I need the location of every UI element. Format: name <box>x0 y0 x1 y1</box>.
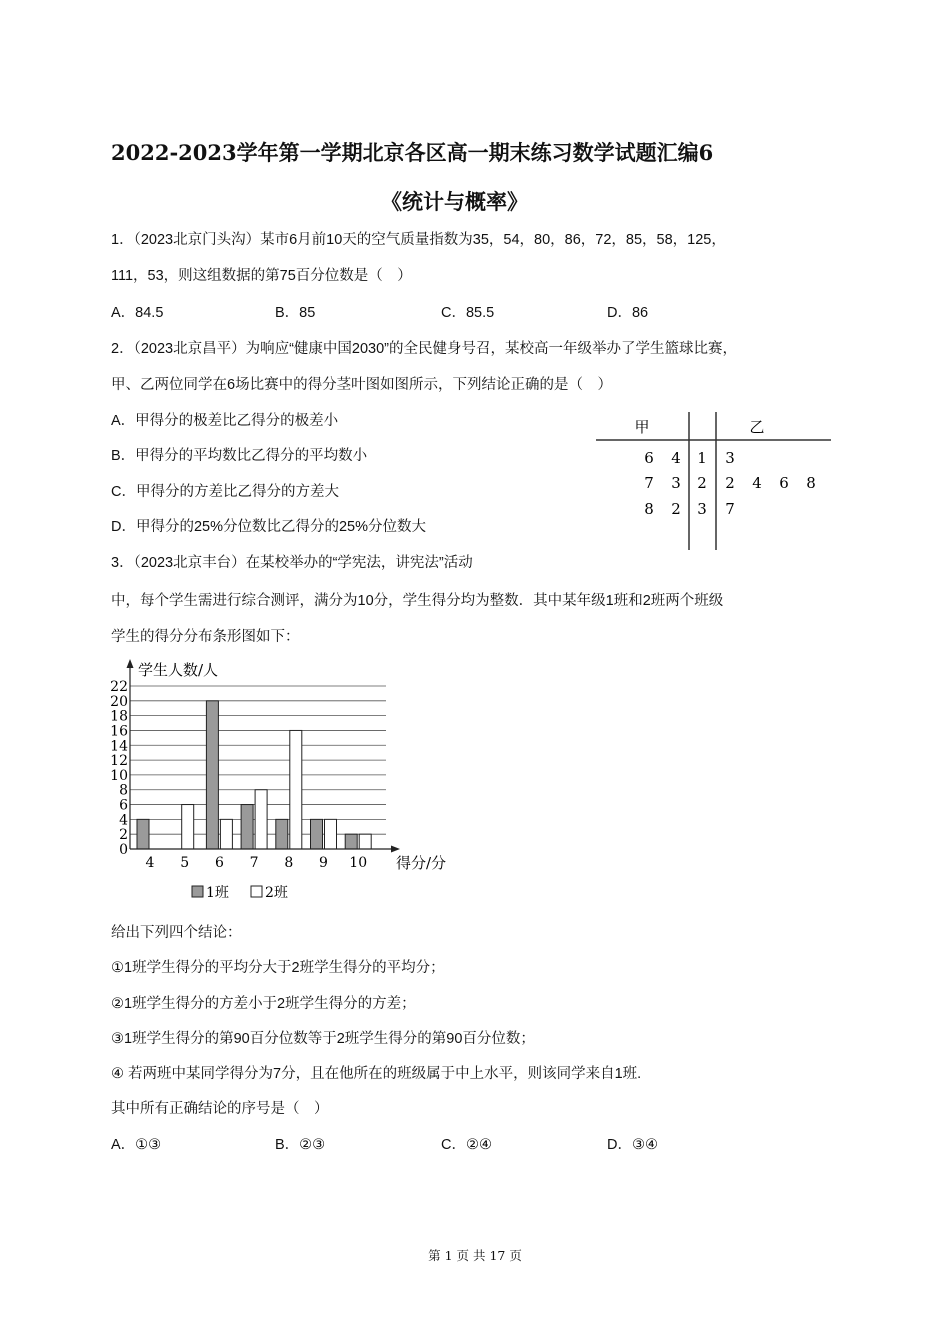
q3-option-b: B．②③ <box>275 1137 326 1153</box>
q2-option-c: C．甲得分的方差比乙得分的方差大 <box>111 484 339 500</box>
stem-leaf-header-jia: 甲 <box>634 418 650 436</box>
page-title: 2022-2023学年第一学期北京各区高一期末练习数学试题汇编6 <box>111 140 714 165</box>
x-tick-label: 9 <box>319 855 328 871</box>
leaf-right: 7 <box>725 500 735 518</box>
page-footer: 第 1 页 共 17 页 <box>428 1248 522 1263</box>
legend-label-class1: 1班 <box>206 885 229 901</box>
y-tick-label: 14 <box>110 738 128 755</box>
q3-stem-line3: 学生的得分分布条形图如下： <box>111 629 300 645</box>
bar-class1 <box>241 805 253 849</box>
bar-class1 <box>276 819 288 849</box>
q1-stem-line1: 1．（2023北京门头沟）某市6月前10天的空气质量指数为35，54，80，86，72，85，58，125， <box>111 232 726 248</box>
q3-conclusion-3: ③1班学生得分的第90百分位数等于2班学生得分的第90百分位数； <box>111 1031 535 1047</box>
y-tick-label: 20 <box>110 693 128 710</box>
stem-value: 1 <box>697 449 707 467</box>
q3-option-d: D．③④ <box>607 1137 658 1153</box>
q2-stem-line1: 2．（2023北京昌平）为响应“健康中国2030”的全民健身号召，某校高一年级举办了学生篮球比赛， <box>111 341 737 357</box>
y-tick-label: 18 <box>110 708 128 725</box>
y-tick-label: 0 <box>119 842 128 858</box>
y-tick-label: 2 <box>119 827 128 844</box>
leaf-right: 3 <box>725 449 735 467</box>
q2-stem-line2: 甲、乙两位同学在6场比赛中的得分茎叶图如图所示，下列结论正确的是（ ） <box>111 377 613 393</box>
y-tick-label: 10 <box>110 767 128 784</box>
y-tick-label: 12 <box>110 753 128 770</box>
q1-stem-line2: 111，53，则这组数据的第75百分位数是（ ） <box>111 268 412 284</box>
leaf-left: 8 <box>644 500 654 518</box>
legend-swatch-class2 <box>251 886 262 897</box>
bar-class1 <box>137 819 149 849</box>
leaf-right: 2 <box>725 474 735 492</box>
score-bar-chart <box>108 655 468 910</box>
page-subtitle: 《统计与概率》 <box>381 189 528 214</box>
bar-class2 <box>290 730 302 849</box>
bar-class2 <box>325 819 337 849</box>
x-tick-label: 6 <box>214 855 224 871</box>
bar-class2 <box>359 834 371 849</box>
stem-leaf-header-yi: 乙 <box>749 418 765 436</box>
x-tick-label: 4 <box>145 855 155 871</box>
x-tick-label: 8 <box>284 855 294 871</box>
bar-class1 <box>311 819 323 849</box>
q3-option-c: C．②④ <box>441 1137 492 1153</box>
y-tick-label: 4 <box>119 812 128 829</box>
chart-xlabel: 得分/分 <box>396 854 447 872</box>
q2-option-d: D．甲得分的25%分位数比乙得分的25%分位数大 <box>111 519 427 535</box>
q3-question: 其中所有正确结论的序号是（ ） <box>111 1101 329 1117</box>
stem-leaf-plot <box>590 410 840 555</box>
y-axis-arrow <box>127 659 134 668</box>
q2-option-a: A．甲得分的极差比乙得分的极差小 <box>111 413 339 429</box>
bar-class1 <box>345 834 357 849</box>
q3-intro-conclusions: 给出下列四个结论： <box>111 925 242 941</box>
leaf-right: 4 <box>752 474 762 492</box>
q3-conclusion-1: ①1班学生得分的平均分大于2班学生得分的平均分； <box>111 960 445 976</box>
legend-swatch-class1 <box>192 886 203 897</box>
q3-conclusion-4: ④ 若两班中某同学得分为7分，且在他所在的班级属于中上水平，则该同学来自1班. <box>111 1066 642 1082</box>
x-axis-arrow <box>391 846 400 853</box>
y-tick-label: 16 <box>110 723 128 740</box>
leaf-right: 6 <box>779 474 789 492</box>
q3-option-a: A．①③ <box>111 1137 162 1153</box>
chart-ylabel: 学生人数/人 <box>138 661 219 679</box>
q1-option-b: B．85 <box>275 305 316 321</box>
leaf-left: 3 <box>671 474 681 492</box>
leaf-left: 4 <box>671 449 681 467</box>
q1-option-d: D．86 <box>607 305 649 321</box>
leaf-left: 7 <box>644 474 654 492</box>
stem-value: 3 <box>697 500 707 518</box>
y-tick-label: 22 <box>110 679 128 695</box>
y-tick-label: 6 <box>119 797 128 814</box>
leaf-left: 2 <box>671 500 681 518</box>
stem-value: 2 <box>697 474 707 492</box>
bar-class2 <box>220 819 232 849</box>
bar-class1 <box>206 701 218 849</box>
q3-stem-line2: 中，每个学生需进行综合测评，满分为10分，学生得分均为整数．其中某年级1班和2班两个班级 <box>111 593 724 609</box>
q3-stem-line1: 3．（2023北京丰台）在某校举办的“学宪法，讲宪法”活动 <box>111 555 473 571</box>
q2-option-b: B．甲得分的平均数比乙得分的平均数小 <box>111 448 368 464</box>
q3-conclusion-2: ②1班学生得分的方差小于2班学生得分的方差； <box>111 996 416 1012</box>
x-tick-label: 7 <box>249 855 259 871</box>
leaf-right: 8 <box>806 474 816 492</box>
bar-class2 <box>182 805 194 849</box>
q1-option-c: C．85.5 <box>441 305 495 321</box>
x-tick-label: 10 <box>349 855 368 871</box>
legend-label-class2: 2班 <box>265 885 288 901</box>
y-tick-label: 8 <box>119 782 128 799</box>
leaf-left: 6 <box>644 449 654 467</box>
q1-option-a: A．84.5 <box>111 305 164 321</box>
x-tick-label: 5 <box>180 855 190 871</box>
bar-class2 <box>255 790 267 849</box>
